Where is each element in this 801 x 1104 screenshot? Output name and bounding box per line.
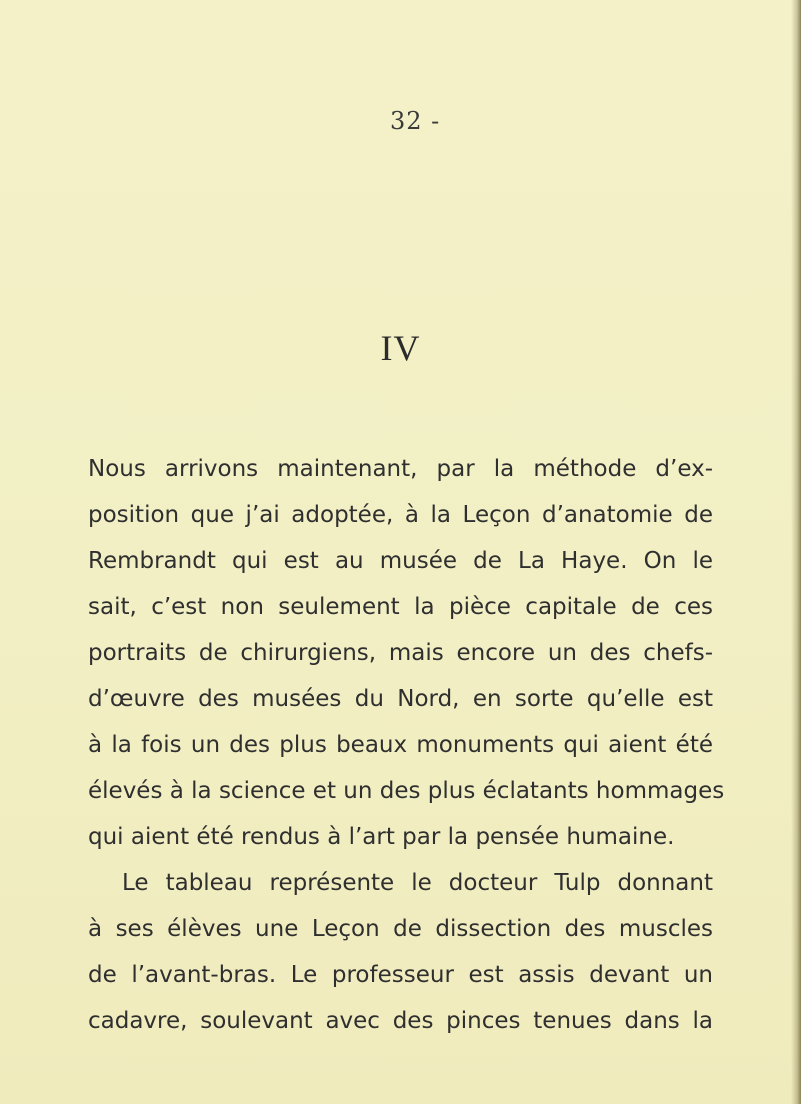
- text-line: à la fois un des plus beaux monuments qui aient été: [88, 732, 713, 758]
- text-line: sait, c’est non seulement la pièce capitale de ces: [88, 594, 713, 620]
- page-number: 32 -: [390, 107, 441, 135]
- text-line: portraits de chirurgiens, mais encore un des chefs-: [88, 640, 713, 666]
- text-line: cadavre, soulevant avec des pinces tenues dans la: [88, 1008, 713, 1034]
- text-line: Nous arrivons maintenant, par la méthode d’ex-: [88, 456, 713, 482]
- text-line: Rembrandt qui est au musée de La Haye. On le: [88, 548, 713, 574]
- text-line: qui aient été rendus à l’art par la pensée humaine.: [88, 824, 675, 850]
- text-line: à ses élèves une Leçon de dissection des muscles: [88, 916, 713, 942]
- text-line: position que j’ai adoptée, à la Leçon d’anatomie de: [88, 502, 713, 528]
- text-line: élevés à la science et un des plus éclatants hommages: [88, 778, 725, 804]
- text-line: Le tableau représente le docteur Tulp donnant: [122, 870, 713, 896]
- text-line: d’œuvre des musées du Nord, en sorte qu’elle est: [88, 686, 713, 712]
- chapter-heading: IV: [380, 328, 421, 368]
- page-edge-shadow: [791, 0, 801, 1104]
- text-line: de l’avant-bras. Le professeur est assis devant un: [88, 962, 713, 988]
